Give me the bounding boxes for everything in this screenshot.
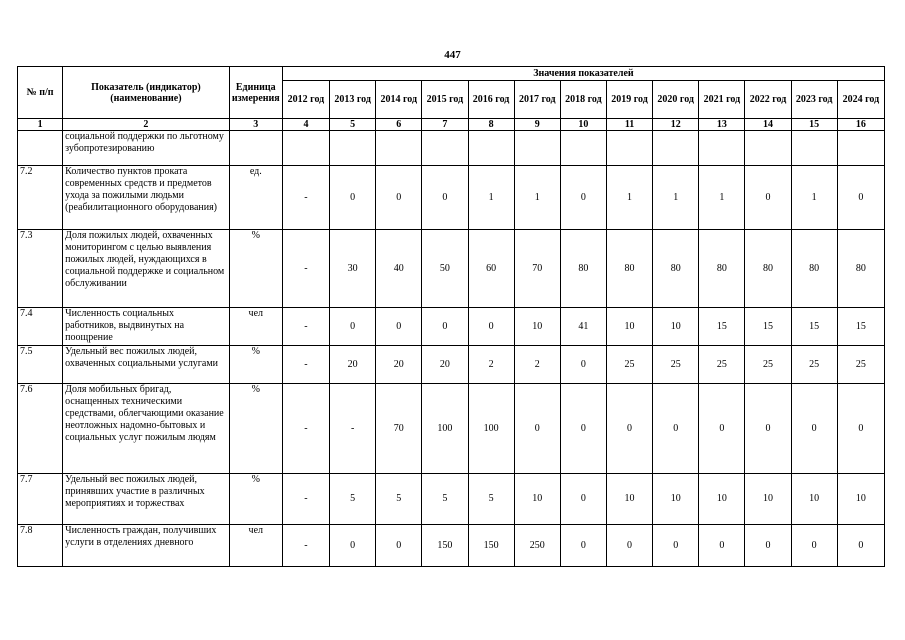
value-cell bbox=[560, 131, 606, 166]
value-cell: 0 bbox=[837, 166, 884, 230]
value-cell: 15 bbox=[745, 308, 791, 346]
value-cell: 40 bbox=[376, 230, 422, 308]
value-cell: 1 bbox=[699, 166, 745, 230]
value-cell: 25 bbox=[699, 346, 745, 384]
value-cell: 60 bbox=[468, 230, 514, 308]
header-year: 2023 год bbox=[791, 81, 837, 119]
value-cell: 0 bbox=[376, 525, 422, 567]
header-indicator: Показатель (индикатор) (наименование) bbox=[63, 67, 230, 119]
value-cell: 10 bbox=[837, 474, 884, 525]
value-cell bbox=[606, 131, 652, 166]
value-cell: 80 bbox=[653, 230, 699, 308]
value-cell: - bbox=[282, 230, 329, 308]
unit-cell: % bbox=[229, 384, 282, 474]
value-cell bbox=[837, 131, 884, 166]
value-cell: 5 bbox=[422, 474, 468, 525]
value-cell: 1 bbox=[514, 166, 560, 230]
value-cell: 0 bbox=[422, 308, 468, 346]
column-number: 10 bbox=[560, 119, 606, 131]
value-cell: 80 bbox=[699, 230, 745, 308]
row-number: 7.2 bbox=[18, 166, 63, 230]
table-row bbox=[18, 525, 885, 567]
row-number: 7.8 bbox=[18, 525, 63, 567]
unit-cell: % bbox=[229, 346, 282, 384]
unit-cell: чел bbox=[229, 525, 282, 567]
value-cell: 5 bbox=[376, 474, 422, 525]
value-cell: 70 bbox=[376, 384, 422, 474]
value-cell bbox=[745, 131, 791, 166]
header-year: 2013 год bbox=[330, 81, 376, 119]
table-row bbox=[18, 346, 885, 384]
value-cell: 20 bbox=[330, 346, 376, 384]
value-cell: 100 bbox=[468, 384, 514, 474]
unit-cell bbox=[229, 131, 282, 166]
value-cell: 25 bbox=[791, 346, 837, 384]
row-number: 7.6 bbox=[18, 384, 63, 474]
row-number: 7.7 bbox=[18, 474, 63, 525]
value-cell: 10 bbox=[653, 308, 699, 346]
value-cell: 0 bbox=[376, 166, 422, 230]
column-number: 3 bbox=[229, 119, 282, 131]
value-cell: - bbox=[282, 346, 329, 384]
value-cell: - bbox=[282, 384, 329, 474]
value-cell: 2 bbox=[468, 346, 514, 384]
header-unit: Единица измерения bbox=[229, 67, 282, 119]
column-number: 1 bbox=[18, 119, 63, 131]
header-year: 2021 год bbox=[699, 81, 745, 119]
row-number bbox=[18, 131, 63, 166]
unit-cell: чел bbox=[229, 308, 282, 346]
value-cell: 30 bbox=[330, 230, 376, 308]
value-cell: 0 bbox=[560, 525, 606, 567]
header-year: 2014 год bbox=[376, 81, 422, 119]
value-cell: - bbox=[282, 525, 329, 567]
header-values: Значения показателей bbox=[282, 67, 884, 81]
column-number: 13 bbox=[699, 119, 745, 131]
row-number: 7.5 bbox=[18, 346, 63, 384]
column-number: 11 bbox=[606, 119, 652, 131]
indicator-name: социальной поддержки по льготному зубопротезированию bbox=[63, 131, 230, 166]
value-cell: 0 bbox=[422, 166, 468, 230]
value-cell bbox=[422, 131, 468, 166]
unit-cell: % bbox=[229, 474, 282, 525]
value-cell: 0 bbox=[699, 525, 745, 567]
value-cell: 5 bbox=[468, 474, 514, 525]
value-cell: 0 bbox=[653, 384, 699, 474]
column-number: 2 bbox=[63, 119, 230, 131]
row-number: 7.3 bbox=[18, 230, 63, 308]
value-cell: 1 bbox=[468, 166, 514, 230]
value-cell: 0 bbox=[376, 308, 422, 346]
value-cell: 0 bbox=[514, 384, 560, 474]
value-cell bbox=[376, 131, 422, 166]
value-cell: 0 bbox=[837, 525, 884, 567]
value-cell: 10 bbox=[606, 474, 652, 525]
indicator-name: Доля мобильных бригад, оснащенных техническими средствами, облегчающими оказание неотложных надомно-бытовых и социальных услуг пожилым людям bbox=[63, 384, 230, 474]
value-cell: 80 bbox=[560, 230, 606, 308]
page-number: 447 bbox=[444, 49, 461, 61]
value-cell: 25 bbox=[606, 346, 652, 384]
column-number: 6 bbox=[376, 119, 422, 131]
row-number: 7.4 bbox=[18, 308, 63, 346]
header-year: 2018 год bbox=[560, 81, 606, 119]
header-year: 2012 год bbox=[282, 81, 329, 119]
value-cell: 0 bbox=[330, 308, 376, 346]
indicator-name: Численность социальных работников, выдвинутых на поощрение bbox=[63, 308, 230, 346]
value-cell: 50 bbox=[422, 230, 468, 308]
column-number: 16 bbox=[837, 119, 884, 131]
value-cell: 15 bbox=[837, 308, 884, 346]
value-cell bbox=[791, 131, 837, 166]
value-cell: 20 bbox=[422, 346, 468, 384]
value-cell: 0 bbox=[330, 525, 376, 567]
value-cell: 80 bbox=[745, 230, 791, 308]
value-cell: 0 bbox=[606, 525, 652, 567]
value-cell: 10 bbox=[653, 474, 699, 525]
indicator-name: Удельный вес пожилых людей, охваченных социальными услугами bbox=[63, 346, 230, 384]
value-cell: 10 bbox=[514, 474, 560, 525]
value-cell: 0 bbox=[653, 525, 699, 567]
value-cell: 0 bbox=[745, 525, 791, 567]
header-year: 2020 год bbox=[653, 81, 699, 119]
value-cell: 80 bbox=[837, 230, 884, 308]
value-cell: 1 bbox=[606, 166, 652, 230]
value-cell: 41 bbox=[560, 308, 606, 346]
table-row bbox=[18, 166, 885, 230]
indicator-name: Численность граждан, получивших услуги в отделениях дневного bbox=[63, 525, 230, 567]
value-cell: 0 bbox=[745, 384, 791, 474]
value-cell: 10 bbox=[699, 474, 745, 525]
header-year: 2016 год bbox=[468, 81, 514, 119]
unit-cell: ед. bbox=[229, 166, 282, 230]
table-row bbox=[18, 474, 885, 525]
value-cell: 0 bbox=[791, 384, 837, 474]
column-number: 9 bbox=[514, 119, 560, 131]
indicators-table bbox=[17, 66, 885, 567]
column-number: 7 bbox=[422, 119, 468, 131]
value-cell: 10 bbox=[606, 308, 652, 346]
value-cell: 0 bbox=[837, 384, 884, 474]
header-year: 2017 год bbox=[514, 81, 560, 119]
value-cell bbox=[330, 131, 376, 166]
column-number: 14 bbox=[745, 119, 791, 131]
value-cell: - bbox=[330, 384, 376, 474]
column-number: 12 bbox=[653, 119, 699, 131]
value-cell: 0 bbox=[699, 384, 745, 474]
value-cell: 25 bbox=[745, 346, 791, 384]
value-cell: 5 bbox=[330, 474, 376, 525]
table-row bbox=[18, 230, 885, 308]
header-year: 2022 год bbox=[745, 81, 791, 119]
value-cell: 150 bbox=[422, 525, 468, 567]
value-cell bbox=[653, 131, 699, 166]
value-cell: 10 bbox=[745, 474, 791, 525]
header-year: 2024 год bbox=[837, 81, 884, 119]
value-cell: 1 bbox=[653, 166, 699, 230]
value-cell: 70 bbox=[514, 230, 560, 308]
value-cell: 0 bbox=[560, 166, 606, 230]
value-cell: 2 bbox=[514, 346, 560, 384]
column-number: 4 bbox=[282, 119, 329, 131]
header-num: № п/п bbox=[18, 67, 63, 119]
value-cell: 250 bbox=[514, 525, 560, 567]
header-year: 2019 год bbox=[606, 81, 652, 119]
value-cell bbox=[468, 131, 514, 166]
value-cell bbox=[699, 131, 745, 166]
value-cell: 1 bbox=[791, 166, 837, 230]
value-cell: - bbox=[282, 474, 329, 525]
value-cell: 150 bbox=[468, 525, 514, 567]
column-number: 8 bbox=[468, 119, 514, 131]
value-cell bbox=[514, 131, 560, 166]
indicator-name: Количество пунктов проката современных средств и предметов ухода за пожилыми людьми (реабилитационного оборудования) bbox=[63, 166, 230, 230]
value-cell: 0 bbox=[330, 166, 376, 230]
value-cell bbox=[282, 131, 329, 166]
value-cell: 0 bbox=[560, 346, 606, 384]
value-cell: 100 bbox=[422, 384, 468, 474]
table-row bbox=[18, 384, 885, 474]
value-cell: 20 bbox=[376, 346, 422, 384]
table-row bbox=[18, 308, 885, 346]
column-number: 15 bbox=[791, 119, 837, 131]
header-year: 2015 год bbox=[422, 81, 468, 119]
value-cell: 0 bbox=[560, 384, 606, 474]
value-cell: 10 bbox=[791, 474, 837, 525]
value-cell: 25 bbox=[653, 346, 699, 384]
value-cell: 15 bbox=[699, 308, 745, 346]
value-cell: 0 bbox=[606, 384, 652, 474]
value-cell: 0 bbox=[468, 308, 514, 346]
value-cell: 0 bbox=[745, 166, 791, 230]
table-row bbox=[18, 131, 885, 166]
value-cell: 15 bbox=[791, 308, 837, 346]
value-cell: - bbox=[282, 166, 329, 230]
value-cell: 80 bbox=[791, 230, 837, 308]
value-cell: - bbox=[282, 308, 329, 346]
indicator-name: Удельный вес пожилых людей, принявших участие в различных мероприятиях и торжествах bbox=[63, 474, 230, 525]
indicator-name: Доля пожилых людей, охваченных мониторингом с целью выявления пожилых людей, нуждающихся в социальной поддержке и социальном обслуживании bbox=[63, 230, 230, 308]
column-number: 5 bbox=[330, 119, 376, 131]
unit-cell: % bbox=[229, 230, 282, 308]
value-cell: 0 bbox=[791, 525, 837, 567]
value-cell: 0 bbox=[560, 474, 606, 525]
value-cell: 10 bbox=[514, 308, 560, 346]
value-cell: 80 bbox=[606, 230, 652, 308]
value-cell: 25 bbox=[837, 346, 884, 384]
